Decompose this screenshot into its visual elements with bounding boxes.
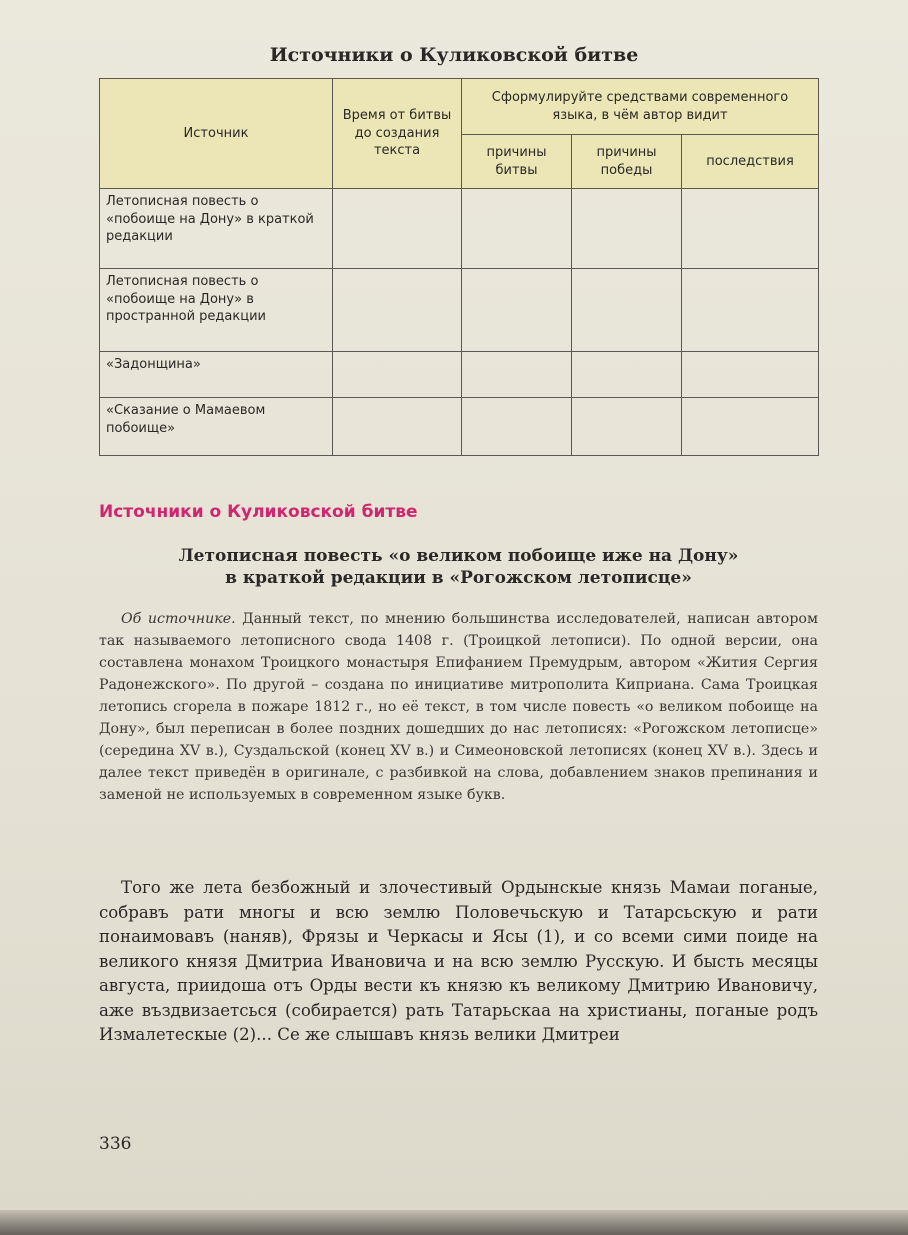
answer-cell[interactable] <box>462 352 572 398</box>
row-source-name: Летописная повесть о «побоище на Дону» в краткой редакции <box>100 189 333 269</box>
answer-cell[interactable] <box>333 269 462 352</box>
answer-cell[interactable] <box>572 269 682 352</box>
table-row <box>100 189 819 269</box>
page-number: 336 <box>99 1134 132 1154</box>
header-source: Источник <box>100 79 333 189</box>
row-source-name: Летописная повесть о «побоище на Дону» в пространной редакции <box>100 269 333 352</box>
answer-cell[interactable] <box>682 269 819 352</box>
table-row <box>100 269 819 352</box>
header-time: Время от битвы до создания текста <box>333 79 462 189</box>
answer-cell[interactable] <box>333 189 462 269</box>
header-consequences: последствия <box>682 135 819 189</box>
about-text: Данный текст, по мнению большинства исследователей, написан автором так называемого летописного свода 1408 г. (Троицкой летописи). По одной версии, она составлена монахом Троицкого монастыря Епифанием Премудрым, автором «Жития Сергия Радонежского». По другой – создана по инициативе митрополита Киприана. Сама Троицкая летопись сгорела в пожаре 1812 г., но её текст, в том числе повесть «о великом побоище на Дону», был переписан в более поздних дошедших до нас летописях: «Рогожском летописце» (середина XV в.), Суздальской (конец XV в.) и Симеоновской летописях (конец XV в.). Здесь и далее текст приведён в оригинале, с разбивкой на слова, добавлением знаков препинания и заменой не используемых в современном языке букв. <box>99 611 818 803</box>
chronicle-text: Того же лета безбожный и злочестивый Ордынскые князь Мамаи поганые, собравъ рати многы и всю землю Половечьскую и Татарсьскую и рати понаимовавъ (наняв), Фрязы и Черкасы и Ясы (1), и со всеми сими поиде на великого князя Дмитриа Ивановича и на всю землю Русскую. И бысть месяцы августа, приидоша отъ Орды вести къ князю къ великому Дмитрию Ивановичу, аже въздвизаетсься (собирается) рать Татарьскаа на христианы, поганые родъ Измалетескые (2)... Се же слышавъ князь велики Дмитреи <box>99 878 818 1044</box>
answer-cell[interactable] <box>572 189 682 269</box>
header-causes-battle: причины битвы <box>462 135 572 189</box>
table-row <box>100 398 819 456</box>
table-title: Источники о Куликовской битве <box>269 44 639 66</box>
answer-cell[interactable] <box>572 398 682 456</box>
row-source-name: «Задонщина» <box>100 352 333 398</box>
answer-cell[interactable] <box>462 269 572 352</box>
sources-table <box>99 78 819 456</box>
answer-cell[interactable] <box>682 398 819 456</box>
answer-cell[interactable] <box>572 352 682 398</box>
answer-cell[interactable] <box>333 398 462 456</box>
document-title <box>99 545 818 589</box>
table-row <box>100 352 819 398</box>
answer-cell[interactable] <box>462 398 572 456</box>
document-title-line-2: в краткой редакции в «Рогожском летописце» <box>225 568 692 589</box>
answer-cell[interactable] <box>682 352 819 398</box>
answer-cell[interactable] <box>682 189 819 269</box>
answer-cell[interactable] <box>333 352 462 398</box>
about-source-paragraph <box>99 608 818 806</box>
header-formulate: Сформулируйте средствами современного языка, в чём автор видит <box>462 79 819 135</box>
scan-edge-shadow <box>0 1210 908 1235</box>
header-causes-victory: причины победы <box>572 135 682 189</box>
row-source-name: «Сказание о Мамаевом побоище» <box>100 398 333 456</box>
answer-cell[interactable] <box>462 189 572 269</box>
about-lead: Об источнике. <box>121 611 236 627</box>
document-title-line-1: Летописная повесть «о великом побоище иже на Дону» <box>178 546 739 566</box>
section-heading: Источники о Куликовской битве <box>99 502 418 522</box>
